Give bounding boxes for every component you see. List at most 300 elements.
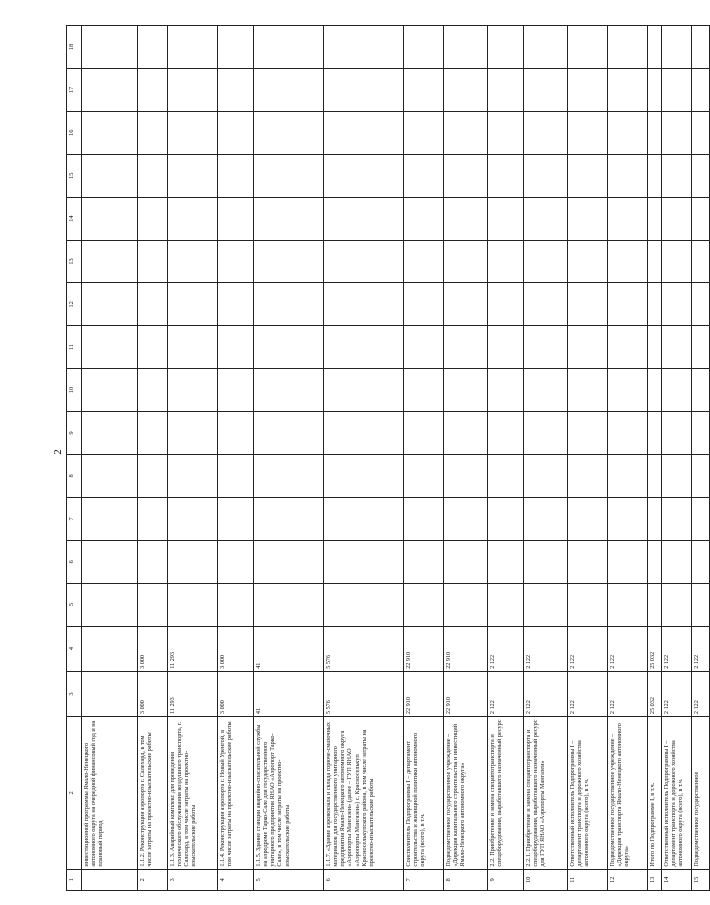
cell-empty <box>662 240 692 283</box>
cell-empty <box>168 497 218 540</box>
cell-empty <box>648 111 662 154</box>
cell-empty <box>168 540 218 583</box>
cell-empty <box>648 240 662 283</box>
cell-empty <box>608 369 648 412</box>
cell-empty <box>138 26 168 69</box>
cell-empty <box>488 111 524 154</box>
cell-name: Ответственный исполнитель Подпрограммы I – департамент транспорта и дорожного хозяйства автономного округа (всего), в т.ч. <box>662 717 692 870</box>
cell-empty <box>608 454 648 497</box>
column-header: 8 <box>67 454 82 497</box>
cell-empty <box>254 412 324 455</box>
cell-empty <box>692 197 710 240</box>
cell-no: 10 <box>524 869 568 890</box>
cell-c4 <box>82 626 138 671</box>
cell-empty <box>82 412 138 455</box>
cell-empty <box>608 540 648 583</box>
cell-empty <box>324 326 404 369</box>
column-header: 15 <box>67 154 82 197</box>
cell-empty <box>692 326 710 369</box>
table-row <box>444 26 488 891</box>
cell-name: Подведомственное государственное <box>692 717 710 870</box>
cell-empty <box>568 197 608 240</box>
cell-c4: 25 032 <box>648 626 662 671</box>
cell-empty <box>82 583 138 626</box>
cell-c3: 3 000 <box>218 671 254 716</box>
cell-no: 5 <box>254 869 324 890</box>
cell-empty <box>404 326 444 369</box>
cell-empty <box>608 497 648 540</box>
cell-empty <box>648 454 662 497</box>
cell-empty <box>692 583 710 626</box>
cell-empty <box>218 369 254 412</box>
cell-empty <box>648 283 662 326</box>
cell-empty <box>568 326 608 369</box>
cell-empty <box>404 283 444 326</box>
column-header: 2 <box>67 717 82 870</box>
cell-empty <box>608 68 648 111</box>
cell-empty <box>568 369 608 412</box>
cell-empty <box>488 326 524 369</box>
column-header: 18 <box>67 26 82 69</box>
cell-empty <box>324 369 404 412</box>
cell-name: Подведомственное государственное учреждение – «Дирекция транспорта Ямало-Ненецкого автономного округа» <box>608 717 648 870</box>
cell-c4: 2 122 <box>488 626 524 671</box>
column-header: 17 <box>67 68 82 111</box>
cell-empty <box>138 583 168 626</box>
cell-empty <box>444 540 488 583</box>
cell-empty <box>692 283 710 326</box>
cell-name: 1.1.7. «Здание аэровокзала и склада горюче-смазочных материалов для государственного унитарного предприятия Ямало-Ненецкого автономного округа «Аэропорты Мангазеи» (далее – ГУП ЯНАО «Аэропорты Мангазеи») с. Красноселькуп Красноселькупского района, в том числе затраты на проектно-изыскательские работы <box>324 717 404 870</box>
cell-empty <box>218 540 254 583</box>
cell-empty <box>444 154 488 197</box>
cell-empty <box>444 454 488 497</box>
cell-empty <box>488 583 524 626</box>
cell-no: 11 <box>568 869 608 890</box>
table-row <box>648 26 662 891</box>
cell-empty <box>82 283 138 326</box>
cell-empty <box>218 26 254 69</box>
cell-empty <box>82 540 138 583</box>
cell-c3: 2 122 <box>662 671 692 716</box>
cell-empty <box>524 240 568 283</box>
cell-empty <box>692 369 710 412</box>
cell-empty <box>82 454 138 497</box>
cell-empty <box>608 154 648 197</box>
cell-empty <box>608 283 648 326</box>
column-header: 6 <box>67 540 82 583</box>
cell-empty <box>692 497 710 540</box>
cell-empty <box>568 283 608 326</box>
cell-empty <box>648 540 662 583</box>
cell-empty <box>218 111 254 154</box>
cell-empty <box>218 454 254 497</box>
cell-empty <box>692 68 710 111</box>
cell-empty <box>324 111 404 154</box>
cell-empty <box>404 68 444 111</box>
cell-empty <box>254 583 324 626</box>
cell-empty <box>524 412 568 455</box>
cell-empty <box>254 68 324 111</box>
cell-empty <box>82 240 138 283</box>
cell-empty <box>82 26 138 69</box>
cell-empty <box>82 111 138 154</box>
cell-empty <box>168 240 218 283</box>
cell-empty <box>168 154 218 197</box>
cell-empty <box>324 154 404 197</box>
page-number: 2 <box>52 449 64 455</box>
cell-c3: 22 910 <box>404 671 444 716</box>
cell-empty <box>488 412 524 455</box>
table-row <box>524 26 568 891</box>
cell-empty <box>254 369 324 412</box>
cell-empty <box>218 583 254 626</box>
cell-empty <box>608 26 648 69</box>
cell-empty <box>648 154 662 197</box>
cell-empty <box>568 26 608 69</box>
cell-empty <box>662 197 692 240</box>
cell-no: 9 <box>488 869 524 890</box>
cell-c4: 2 122 <box>662 626 692 671</box>
table-row <box>138 26 168 891</box>
cell-no: 14 <box>662 869 692 890</box>
cell-empty <box>608 240 648 283</box>
cell-empty <box>168 412 218 455</box>
cell-no: 8 <box>444 869 488 890</box>
cell-empty <box>138 197 168 240</box>
cell-name: 2.2.1. Приобретение и замена спецавтотранспорта и спецоборудования, выработавшего назначенный ресурс для ГУП ЯНАО «Аэропорты Мангазеи» <box>524 717 568 870</box>
cell-empty <box>692 540 710 583</box>
cell-empty <box>218 497 254 540</box>
table-container <box>46 0 700 905</box>
table-row <box>324 26 404 891</box>
cell-empty <box>692 154 710 197</box>
cell-no: 13 <box>648 869 662 890</box>
cell-empty <box>662 68 692 111</box>
cell-empty <box>138 454 168 497</box>
cell-name: Подведомственное государственное учреждение – «Дирекция капитального строительства и инвестиций Ямало-Ненецкого автономного округа» <box>444 717 488 870</box>
cell-empty <box>218 326 254 369</box>
cell-name: Соисполнитель Подпрограммы I – департамент строительства и жилищной политики автономного округа (всего), в т.ч. <box>404 717 444 870</box>
cell-empty <box>608 111 648 154</box>
cell-empty <box>324 454 404 497</box>
cell-empty <box>324 283 404 326</box>
cell-empty <box>82 197 138 240</box>
cell-empty <box>168 26 218 69</box>
cell-empty <box>324 540 404 583</box>
cell-empty <box>218 412 254 455</box>
cell-empty <box>568 540 608 583</box>
cell-empty <box>524 283 568 326</box>
data-table <box>66 25 710 891</box>
cell-empty <box>324 412 404 455</box>
cell-empty <box>692 111 710 154</box>
column-header: 3 <box>67 671 82 716</box>
cell-empty <box>254 111 324 154</box>
cell-empty <box>138 111 168 154</box>
cell-empty <box>254 540 324 583</box>
cell-empty <box>404 497 444 540</box>
cell-empty <box>444 369 488 412</box>
cell-empty <box>662 154 692 197</box>
cell-empty <box>324 197 404 240</box>
rotated-sheet <box>46 0 700 905</box>
cell-empty <box>444 111 488 154</box>
cell-empty <box>138 497 168 540</box>
cell-c4: 5 576 <box>324 626 404 671</box>
cell-c4: 2 122 <box>524 626 568 671</box>
cell-empty <box>488 283 524 326</box>
cell-empty <box>568 111 608 154</box>
cell-empty <box>404 197 444 240</box>
cell-empty <box>608 197 648 240</box>
cell-empty <box>444 68 488 111</box>
cell-empty <box>608 412 648 455</box>
cell-empty <box>568 154 608 197</box>
cell-empty <box>662 497 692 540</box>
cell-c4: 22 910 <box>444 626 488 671</box>
cell-empty <box>444 497 488 540</box>
table-row <box>404 26 444 891</box>
cell-empty <box>254 154 324 197</box>
cell-no: 7 <box>404 869 444 890</box>
cell-empty <box>324 497 404 540</box>
cell-empty <box>568 454 608 497</box>
cell-empty <box>648 497 662 540</box>
cell-empty <box>138 369 168 412</box>
cell-empty <box>648 412 662 455</box>
cell-empty <box>82 497 138 540</box>
cell-empty <box>404 540 444 583</box>
cell-empty <box>488 369 524 412</box>
column-header: 16 <box>67 111 82 154</box>
cell-empty <box>444 240 488 283</box>
cell-name: Итого по Подпрограмме I, в т.ч. <box>648 717 662 870</box>
column-header: 5 <box>67 583 82 626</box>
cell-empty <box>692 240 710 283</box>
cell-name: Ответственный исполнитель Подпрограммы I – департамент транспорта и дорожного хозяйства автономного округа (всего), в т.ч. <box>568 717 608 870</box>
cell-empty <box>524 583 568 626</box>
column-header: 13 <box>67 240 82 283</box>
column-header: 11 <box>67 326 82 369</box>
cell-empty <box>138 412 168 455</box>
cell-empty <box>568 240 608 283</box>
cell-empty <box>254 454 324 497</box>
cell-c3: 2 122 <box>568 671 608 716</box>
cell-c3: 2 122 <box>488 671 524 716</box>
cell-empty <box>648 369 662 412</box>
cell-empty <box>404 154 444 197</box>
cell-no <box>82 869 138 890</box>
cell-empty <box>404 369 444 412</box>
cell-empty <box>524 326 568 369</box>
cell-c3: 2 122 <box>608 671 648 716</box>
cell-name: 1.1.5. Здание станции аварийно-спасательной службы на аэродроме Тарко-Сале для государственного унитарного предприятия ЯНАО «Аэропорт Тарко-Сале», в том числе затраты на проектно-изыскательские работы <box>254 717 324 870</box>
cell-empty <box>218 68 254 111</box>
column-header: 9 <box>67 412 82 455</box>
column-header: 7 <box>67 497 82 540</box>
cell-empty <box>662 454 692 497</box>
cell-empty <box>404 111 444 154</box>
column-header: 1 <box>67 869 82 890</box>
cell-no: 15 <box>692 869 710 890</box>
cell-empty <box>488 154 524 197</box>
cell-empty <box>662 583 692 626</box>
column-header: 10 <box>67 369 82 412</box>
cell-empty <box>444 283 488 326</box>
table-row <box>218 26 254 891</box>
cell-empty <box>168 326 218 369</box>
cell-empty <box>608 583 648 626</box>
cell-empty <box>524 497 568 540</box>
cell-empty <box>648 26 662 69</box>
table-row <box>168 26 218 891</box>
cell-empty <box>82 154 138 197</box>
table-row <box>254 26 324 891</box>
cell-c4: 2 122 <box>692 626 710 671</box>
table-row <box>568 26 608 891</box>
cell-empty <box>168 454 218 497</box>
cell-c3 <box>82 671 138 716</box>
cell-empty <box>662 369 692 412</box>
cell-empty <box>568 583 608 626</box>
cell-empty <box>218 283 254 326</box>
cell-empty <box>404 583 444 626</box>
cell-empty <box>404 26 444 69</box>
cell-empty <box>524 68 568 111</box>
cell-empty <box>254 26 324 69</box>
cell-empty <box>444 326 488 369</box>
cell-empty <box>324 583 404 626</box>
cell-empty <box>488 240 524 283</box>
cell-c4: 11 293 <box>168 626 218 671</box>
cell-c3: 2 122 <box>692 671 710 716</box>
cell-empty <box>138 283 168 326</box>
cell-empty <box>488 540 524 583</box>
cell-c3: 3 000 <box>138 671 168 716</box>
cell-empty <box>254 283 324 326</box>
cell-empty <box>524 197 568 240</box>
cell-empty <box>524 154 568 197</box>
cell-empty <box>662 111 692 154</box>
cell-c3: 5 576 <box>324 671 404 716</box>
table-row <box>692 26 710 891</box>
cell-empty <box>82 369 138 412</box>
cell-no: 2 <box>138 869 168 890</box>
cell-empty <box>662 283 692 326</box>
cell-empty <box>168 369 218 412</box>
cell-c3: 2 122 <box>524 671 568 716</box>
cell-empty <box>568 412 608 455</box>
cell-no: 12 <box>608 869 648 890</box>
cell-empty <box>254 197 324 240</box>
cell-name: 1.1.2. Реконструкция аэропорта г. Салехард, в том числе затраты на проектно-изыскательские работы <box>138 717 168 870</box>
cell-empty <box>524 26 568 69</box>
cell-c4: 41 <box>254 626 324 671</box>
cell-empty <box>254 240 324 283</box>
cell-empty <box>662 412 692 455</box>
cell-empty <box>404 240 444 283</box>
cell-empty <box>488 26 524 69</box>
cell-empty <box>82 326 138 369</box>
cell-empty <box>488 454 524 497</box>
table-row <box>488 26 524 891</box>
cell-empty <box>648 583 662 626</box>
cell-empty <box>168 197 218 240</box>
cell-c4: 2 122 <box>608 626 648 671</box>
cell-c4: 22 910 <box>404 626 444 671</box>
cell-empty <box>324 68 404 111</box>
cell-empty <box>568 497 608 540</box>
cell-empty <box>608 326 648 369</box>
cell-name: 2.2. Приобретение и замена спецавтотранспорта и спецоборудования, выработавшего назначенный ресурс <box>488 717 524 870</box>
cell-empty <box>524 454 568 497</box>
cell-empty <box>662 326 692 369</box>
cell-empty <box>662 26 692 69</box>
cell-empty <box>168 68 218 111</box>
cell-empty <box>138 154 168 197</box>
cell-empty <box>138 240 168 283</box>
cell-empty <box>524 540 568 583</box>
cell-c3: 11 293 <box>168 671 218 716</box>
table-row <box>608 26 648 891</box>
column-header: 4 <box>67 626 82 671</box>
header-row <box>67 26 82 891</box>
cell-empty <box>168 583 218 626</box>
cell-name: инвестиционной программы Ямало-Ненецкого автономного округа на очередной финансовый год и на плановый период <box>82 717 138 870</box>
cell-c3: 22 910 <box>444 671 488 716</box>
cell-empty <box>404 454 444 497</box>
cell-empty <box>254 326 324 369</box>
cell-empty <box>444 583 488 626</box>
table-row <box>662 26 692 891</box>
cell-name: 1.1.3. Аварийный комплекс для проведения технического обслуживания воздушного транспорта, г. Салехард, в том числе затраты на проектно-изыскательские работы <box>168 717 218 870</box>
cell-name: 1.1.4. Реконструкция аэропорта г. Новый Уренгой, в том числе затраты на проектно-изыскательские работы <box>218 717 254 870</box>
cell-empty <box>324 26 404 69</box>
cell-empty <box>138 68 168 111</box>
cell-empty <box>168 283 218 326</box>
cell-empty <box>444 197 488 240</box>
cell-empty <box>648 197 662 240</box>
cell-c3: 25 032 <box>648 671 662 716</box>
cell-empty <box>662 540 692 583</box>
cell-empty <box>404 412 444 455</box>
cell-empty <box>488 68 524 111</box>
cell-empty <box>218 197 254 240</box>
cell-empty <box>218 154 254 197</box>
cell-empty <box>218 240 254 283</box>
column-header: 12 <box>67 283 82 326</box>
cell-empty <box>444 26 488 69</box>
cell-empty <box>648 68 662 111</box>
cell-c4: 2 122 <box>568 626 608 671</box>
cell-empty <box>138 540 168 583</box>
cell-empty <box>444 412 488 455</box>
cell-empty <box>524 111 568 154</box>
cell-empty <box>568 68 608 111</box>
cell-empty <box>138 326 168 369</box>
cell-empty <box>168 111 218 154</box>
cell-empty <box>692 26 710 69</box>
column-header: 14 <box>67 197 82 240</box>
cell-c4: 3 000 <box>138 626 168 671</box>
cell-no: 3 <box>168 869 218 890</box>
cell-c4: 3 000 <box>218 626 254 671</box>
cell-empty <box>82 68 138 111</box>
cell-empty <box>488 497 524 540</box>
cell-empty <box>692 454 710 497</box>
cell-no: 6 <box>324 869 404 890</box>
table-row <box>82 26 138 891</box>
